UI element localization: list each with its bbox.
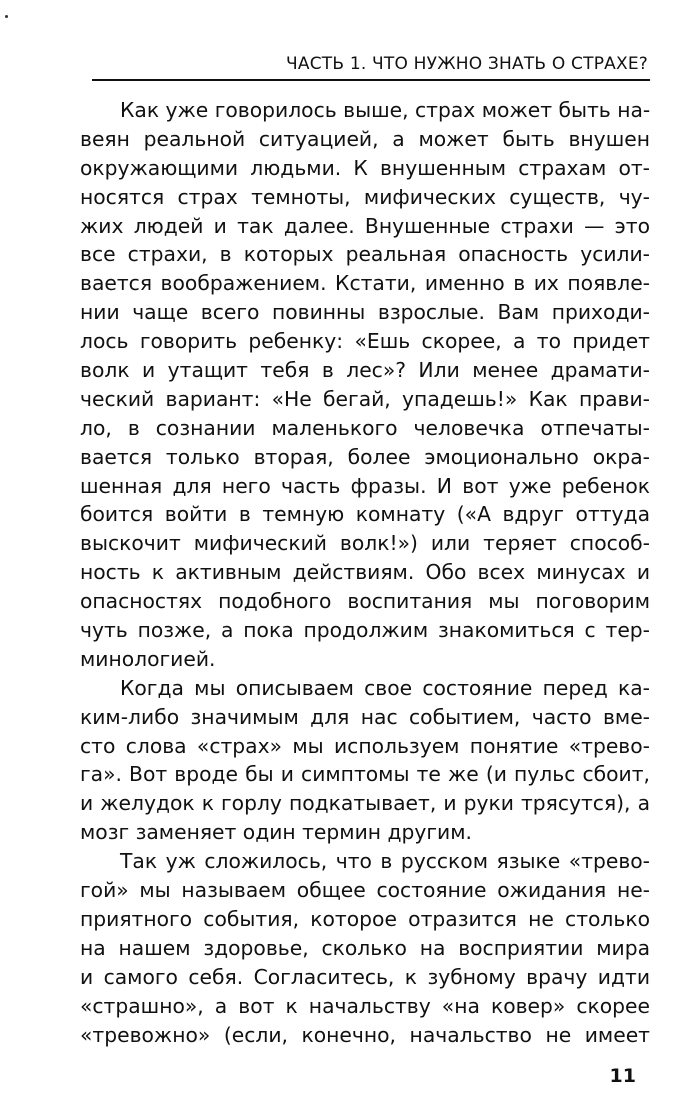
- text-line: вается только вторая, более эмоционально окра-: [80, 444, 650, 469]
- text-line: шенная для него часть фразы. И вот уже ребенок: [80, 473, 650, 498]
- header-rule: [92, 79, 650, 81]
- text-line: вается воображением. Кстати, именно в их появле-: [80, 271, 650, 296]
- text-line: Как уже говорилось выше, страх может быть на-: [120, 98, 651, 122]
- text-line: минологией.: [80, 646, 216, 671]
- text-line: «тревожно» (если, конечно, начальство не имеет: [80, 1022, 650, 1047]
- text-line: чуть позже, а пока продолжим знакомиться с тер-: [80, 618, 650, 643]
- body-text: [80, 96, 650, 1049]
- text-line: ность к активным действиям. Обо всех минусах и: [80, 560, 650, 585]
- text-line: и самого себя. Согласитесь, к зубному врачу идти: [80, 964, 650, 989]
- text-line: веян реальной ситуацией, а может быть внушен: [80, 126, 650, 151]
- text-line: опасностях подобного воспитания мы поговорим: [80, 589, 650, 614]
- text-line: боится войти в темную комнату («А вдруг оттуда: [80, 502, 650, 527]
- text-line: лось говорить ребенку: «Ешь скорее, а то придет: [80, 329, 650, 354]
- text-line: «страшно», а вот к начальству «на ковер» скорее: [80, 993, 650, 1018]
- text-line: окружающими людьми. К внушенным страхам от-: [80, 155, 650, 180]
- text-line: приятного события, которое отразится не столько: [80, 906, 650, 931]
- text-line: Когда мы описываем свое состояние перед ка-: [120, 675, 650, 700]
- text-line: волк и утащит тебя в лес»? Или менее драмати-: [80, 358, 650, 383]
- text-line: выскочит мифический волк!») или теряет способ-: [80, 531, 650, 556]
- running-head: ЧАСТЬ 1. ЧТО НУЖНО ЗНАТЬ О СТРАХЕ?: [286, 54, 648, 74]
- page-number: 11: [609, 1065, 636, 1087]
- text-line: мозг заменяет один термин другим.: [80, 820, 472, 845]
- text-line: сто слова «страх» мы используем понятие «трево-: [80, 733, 650, 758]
- text-line: Так уж сложилось, что в русском языке «трево-: [120, 849, 650, 874]
- text-line: гой» мы называем общее состояние ожидания не-: [80, 878, 650, 903]
- text-line: на нашем здоровье, сколько на восприятии мира: [80, 935, 650, 960]
- text-line: ким-либо значимым для нас событием, часто вме-: [80, 704, 650, 729]
- scan-speck: [5, 15, 8, 18]
- text-line: все страхи, в которых реальная опасность усили-: [80, 242, 650, 267]
- text-line: ло, в сознании маленького человечка отпечаты-: [80, 415, 650, 440]
- text-line: ческий вариант: «Не бегай, упадешь!» Как прави-: [80, 386, 650, 411]
- text-line: га». Вот вроде бы и симптомы те же (и пульс сбоит,: [80, 762, 650, 787]
- text-line: носятся страх темноты, мифических существ, чу-: [80, 184, 650, 209]
- text-line: жих людей и так далее. Внушенные страхи — это: [80, 213, 650, 238]
- text-line: нии чаще всего повинны взрослые. Вам приходи-: [80, 300, 650, 325]
- text-line: и желудок к горлу подкатывает, и руки трясутся), а: [80, 791, 650, 816]
